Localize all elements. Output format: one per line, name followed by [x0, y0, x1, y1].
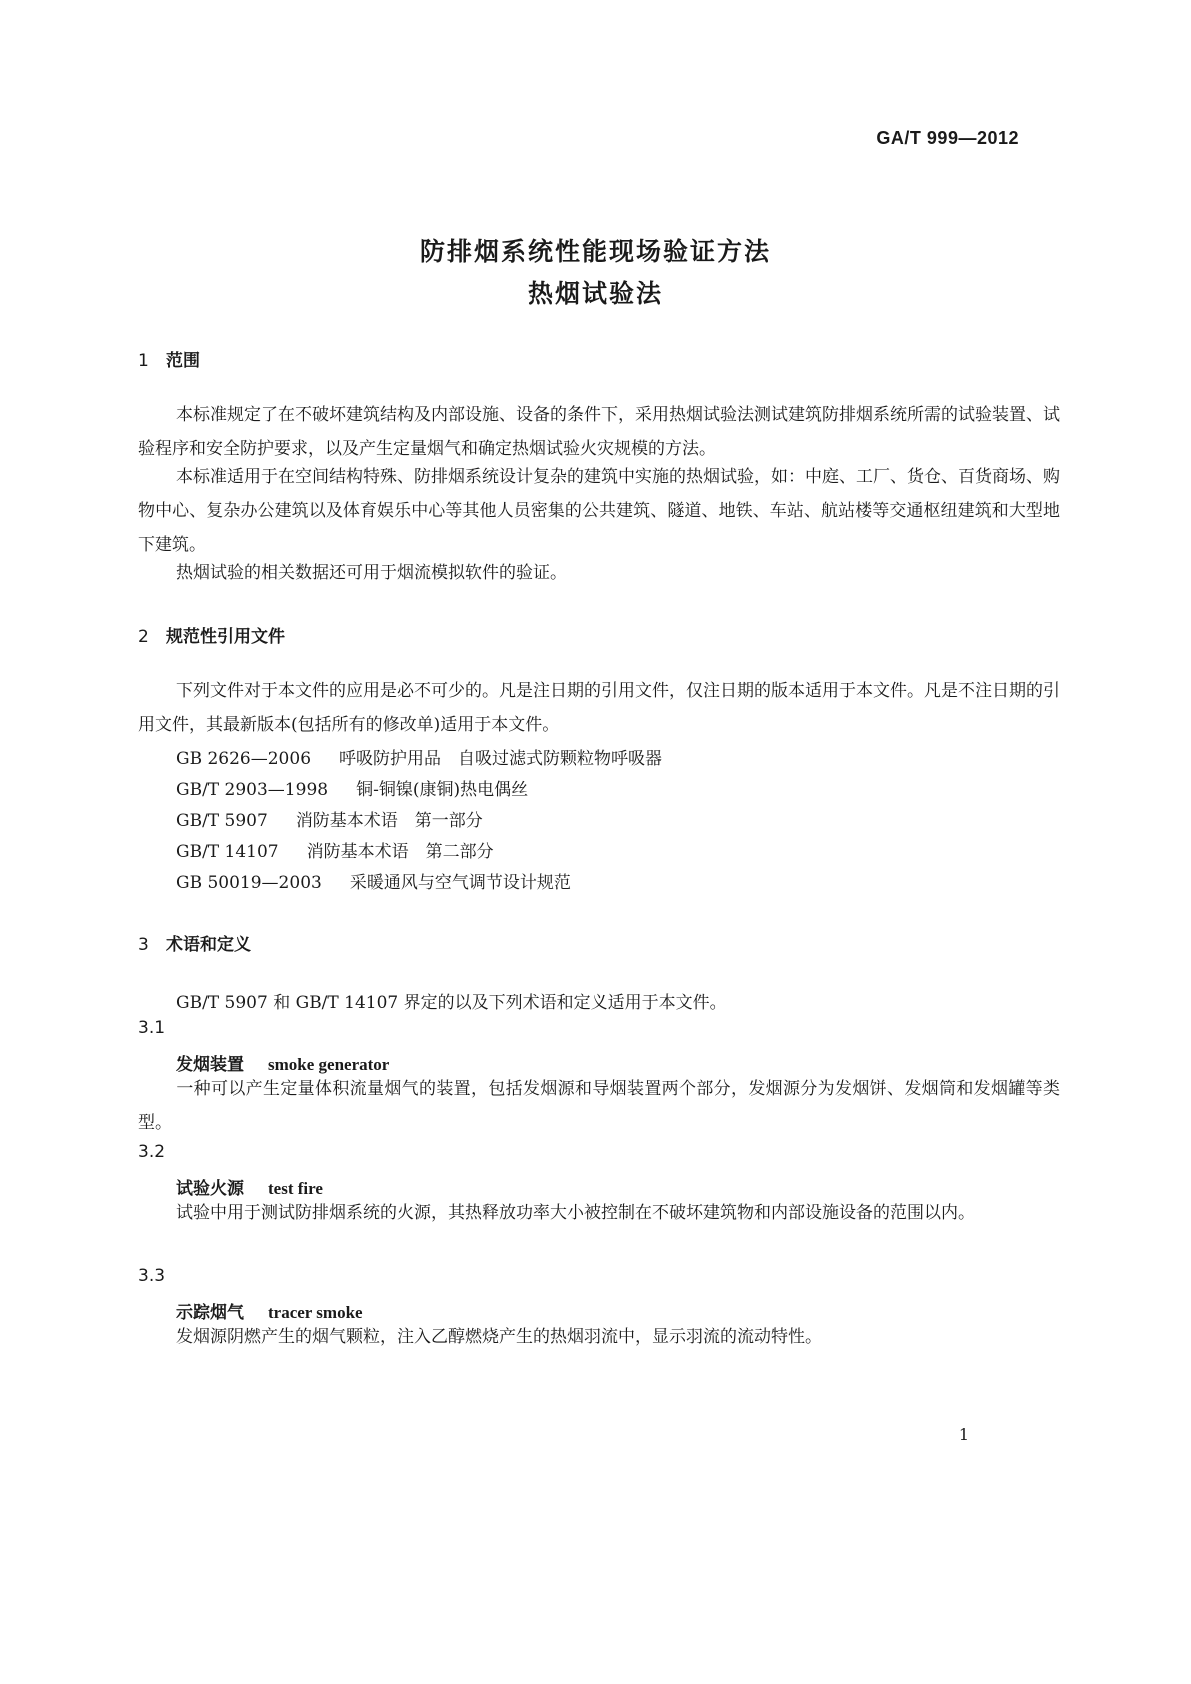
section-title: 规范性引用文件 [166, 627, 285, 647]
paragraph: 热烟试验的相关数据还可用于烟流模拟软件的验证。 [176, 563, 567, 583]
term-definition: 试验中用于测试防排烟系统的火源，其热释放功率大小被控制在不破坏建筑物和内部设施设备的范围以内。 [176, 1203, 975, 1223]
paragraph: 下列文件对于本文件的应用是必不可少的。凡是注日期的引用文件，仅注日期的版本适用于本文件。凡是不注日期的引用文件，其最新版本(包括所有的修改单)适用于本文件。 [138, 681, 1060, 735]
term-definition: 发烟源阴燃产生的烟气颗粒，注入乙醇燃烧产生的热烟羽流中，显示羽流的流动特性。 [176, 1327, 822, 1347]
section-title: 术语和定义 [166, 935, 251, 955]
section-number: 1 [138, 351, 149, 371]
term-number: 3.2 [138, 1142, 166, 1162]
section-3-heading [138, 930, 251, 955]
paragraph: 本标准规定了在不破坏建筑结构及内部设施、设备的条件下，采用热烟试验法测试建筑防排烟系统所需的试验装置、试验程序和安全防护要求，以及产生定量烟气和确定热烟试验火灾规模的方法。 [138, 405, 1060, 459]
term-heading: 试验火源 test fire [176, 1179, 323, 1199]
document-subtitle: 热烟试验法 [527, 279, 663, 308]
paragraph: 本标准适用于在空间结构特殊、防排烟系统设计复杂的建筑中实施的热烟试验，如：中庭、工厂、货仓、百货商场、购物中心、复杂办公建筑以及体育娱乐中心等其他人员密集的公共建筑、隧道、地铁、车站、航站楼等交通枢纽建筑和大型地下建筑。 [138, 467, 1060, 555]
standard-number: GA/T 999—2012 [876, 128, 1019, 148]
term-number: 3.3 [138, 1266, 166, 1286]
section-intro: GB/T 5907 和 GB/T 14107 界定的以及下列术语和定义适用于本文件。 [176, 993, 727, 1013]
term-heading: 发烟装置 smoke generator [176, 1055, 390, 1075]
section-1-heading [138, 346, 200, 371]
reference-item: GB/T 14107 消防基本术语 第二部分 [176, 842, 494, 862]
reference-item: GB/T 2903—1998 铜-铜镍(康铜)热电偶丝 [176, 780, 529, 800]
section-2-heading [138, 622, 285, 647]
section-number: 3 [138, 935, 149, 955]
document-title: 防排烟系统性能现场验证方法 [419, 237, 771, 266]
reference-item: GB 2626—2006 呼吸防护用品 自吸过滤式防颗粒物呼吸器 [176, 749, 663, 769]
term-heading: 示踪烟气 tracer smoke [176, 1303, 363, 1323]
reference-item: GB/T 5907 消防基本术语 第一部分 [176, 811, 483, 831]
page-number: 1 [958, 1425, 969, 1444]
section-number: 2 [138, 627, 149, 647]
term-definition: 一种可以产生定量体积流量烟气的装置，包括发烟源和导烟装置两个部分，发烟源分为发烟饼、发烟筒和发烟罐等类型。 [138, 1079, 1060, 1133]
section-title: 范围 [166, 351, 200, 371]
term-number: 3.1 [138, 1018, 166, 1038]
reference-item: GB 50019—2003 采暖通风与空气调节设计规范 [176, 873, 571, 893]
